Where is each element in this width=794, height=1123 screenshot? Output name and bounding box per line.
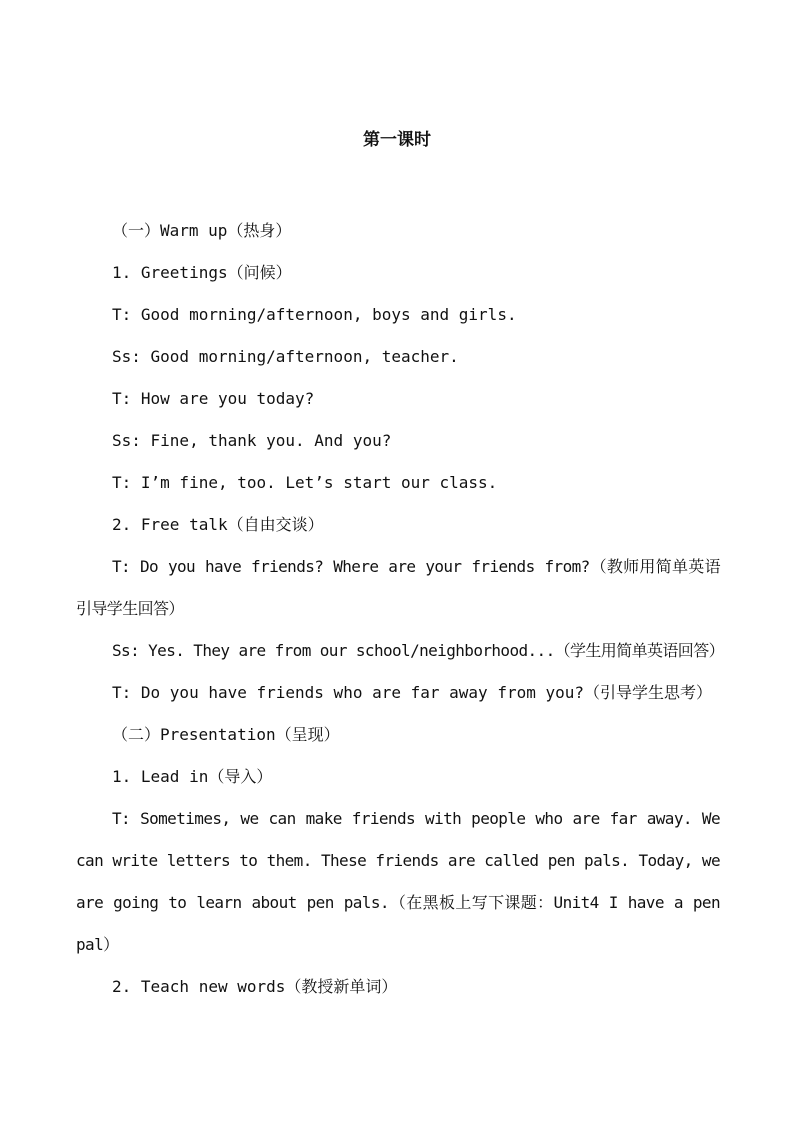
dialogue-line: Ss: Yes. They are from our school/neighborhood...（学生用简单英语回答）: [112, 641, 725, 660]
dialogue-line: Ss: Good morning/afternoon, teacher.: [112, 347, 459, 366]
step-teach-new-words: 2. Teach new words（教授新单词）: [112, 977, 398, 996]
dialogue-line: T: Do you have friends? Where are your friends from?（教师用简单英语引导学生回答）: [76, 557, 720, 618]
dialogue-line: Ss: Fine, thank you. And you?: [112, 431, 392, 450]
document-body: [76, 210, 725, 1008]
dialogue-line: T: How are you today?: [112, 389, 315, 408]
page-title: 第一课时: [363, 130, 431, 150]
dialogue-line: T: Sometimes, we can make friends with people who are far away. We can write letters to them. These friends are called pen pals. Today, we are going to learn about pen pals.（在黑板上写下课题：Unit4 I have a pen pal）: [76, 809, 720, 954]
step-greetings: 1. Greetings（问候）: [112, 263, 292, 282]
dialogue-line: T: Good morning/afternoon, boys and girls.: [112, 305, 517, 324]
section-heading-presentation: （二）Presentation（呈现）: [112, 725, 340, 744]
section-heading-warm-up: （一）Warm up（热身）: [112, 221, 292, 240]
dialogue-line: T: I’m fine, too. Let’s start our class.: [112, 473, 498, 492]
step-lead-in: 1. Lead in（导入）: [112, 767, 273, 786]
step-free-talk: 2. Free talk（自由交谈）: [112, 515, 324, 534]
dialogue-line: T: Do you have friends who are far away from you?（引导学生思考）: [112, 683, 713, 702]
